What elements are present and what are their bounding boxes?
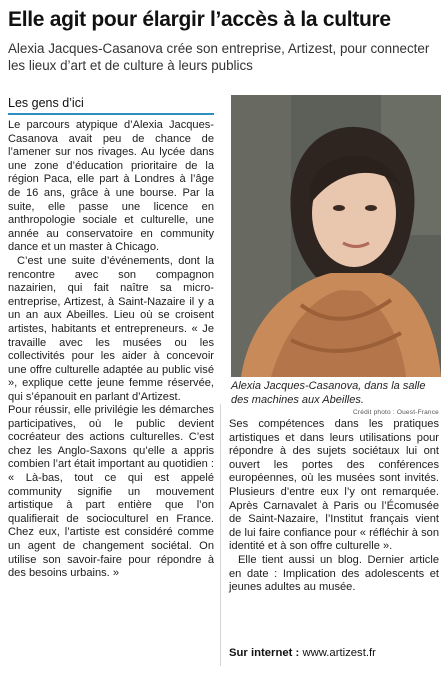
section-label: Les gens d’ici <box>8 96 84 110</box>
standfirst: Alexia Jacques-Casanova crée son entreprise, Artizest, pour connecter les lieux d’art et de culture à leurs publics <box>8 41 430 73</box>
paragraph-1 <box>8 119 214 255</box>
body-column-2-bottom <box>229 418 439 595</box>
p1-text: Le parcours atypique d’Alexia Jacques-Casanova avait peu de chance de l’amener sur nos rivages. Au lycée dans une zone d’éducation prioritaire de la région Paca, elle part à Londres à l’âge de 16 ans, grâce à une bourse. Par la suite, elle passe une licence en anthropologie sociale et culturelle, une année au conservatoire en community dance et un master à Chicago. <box>8 119 214 254</box>
internet-label: Sur internet : <box>229 647 300 659</box>
column-divider <box>220 404 221 666</box>
paragraph-5 <box>229 554 439 595</box>
p5-text: Elle tient aussi un blog. Dernier article en date : Implication des adolescents et jeunes adultes au musée. <box>229 553 439 594</box>
photo-caption: Alexia Jacques-Casanova, dans la salle des machines aux Abeilles. <box>231 380 426 406</box>
paragraph-2 <box>8 255 214 405</box>
body-column-1-top <box>8 119 214 404</box>
portrait-photo <box>231 95 441 377</box>
photo-credit: Crédit photo : Ouest-France <box>353 409 439 416</box>
internet-line <box>229 647 439 659</box>
section-rule <box>8 113 214 115</box>
p4-text: Ses compétences dans les pratiques artistiques et dans leurs utilisations pour répondre à des sujets sociétaux lui ont ouvert les portes des conférences européennes, où les musées sont invités. Plusieurs d’entre eux l’y ont remarquée. Après Carnavalet à Paris ou l’Écomusée de Saint-Nazaire, l’Institut français vient de lui faire confiance pour « réfléchir à son identité et à son offre culturelle ». <box>229 418 439 553</box>
p2-text: C’est une suite d’événements, dont la rencontre avec son compagnon nazairien, qui fait naître sa micro-entreprise, Artizest, à Saint-Nazaire il y a un an aux Abeilles. Lieu où se croisent artistes, habitants et entrepreneurs. « Je travaille avec les musées ou les collectivités pour les aider à concevoir une offre culturelle adaptée au public visé », explique cette jeune femme réservée, qui s’épanouit en parlant d’Artizest. <box>8 254 214 403</box>
internet-url[interactable]: www.artizest.fr <box>302 647 376 659</box>
p3-text: Pour réussir, elle privilégie les démarches participatives, où le public devient cocréateur des actions culturelles. C’est chez les Anglo-Saxons qu’elle a appris combien l’art était important au quotidien : « Là-bas, tout ce qui est appelé community signifie un mouvement artistique à part entière que l’on qualifierait de socioculturel en France. Chez eux, l’artiste est considéré comme un agent de changement sociétal. On utilise son savoir-faire pour répondre à des besoins urbains. » <box>8 404 214 580</box>
headline: Elle agit pour élargir l’accès à la culture <box>8 8 391 31</box>
body-column-1-bottom <box>8 404 214 581</box>
paragraph-4 <box>229 418 439 554</box>
paragraph-3 <box>8 404 214 581</box>
